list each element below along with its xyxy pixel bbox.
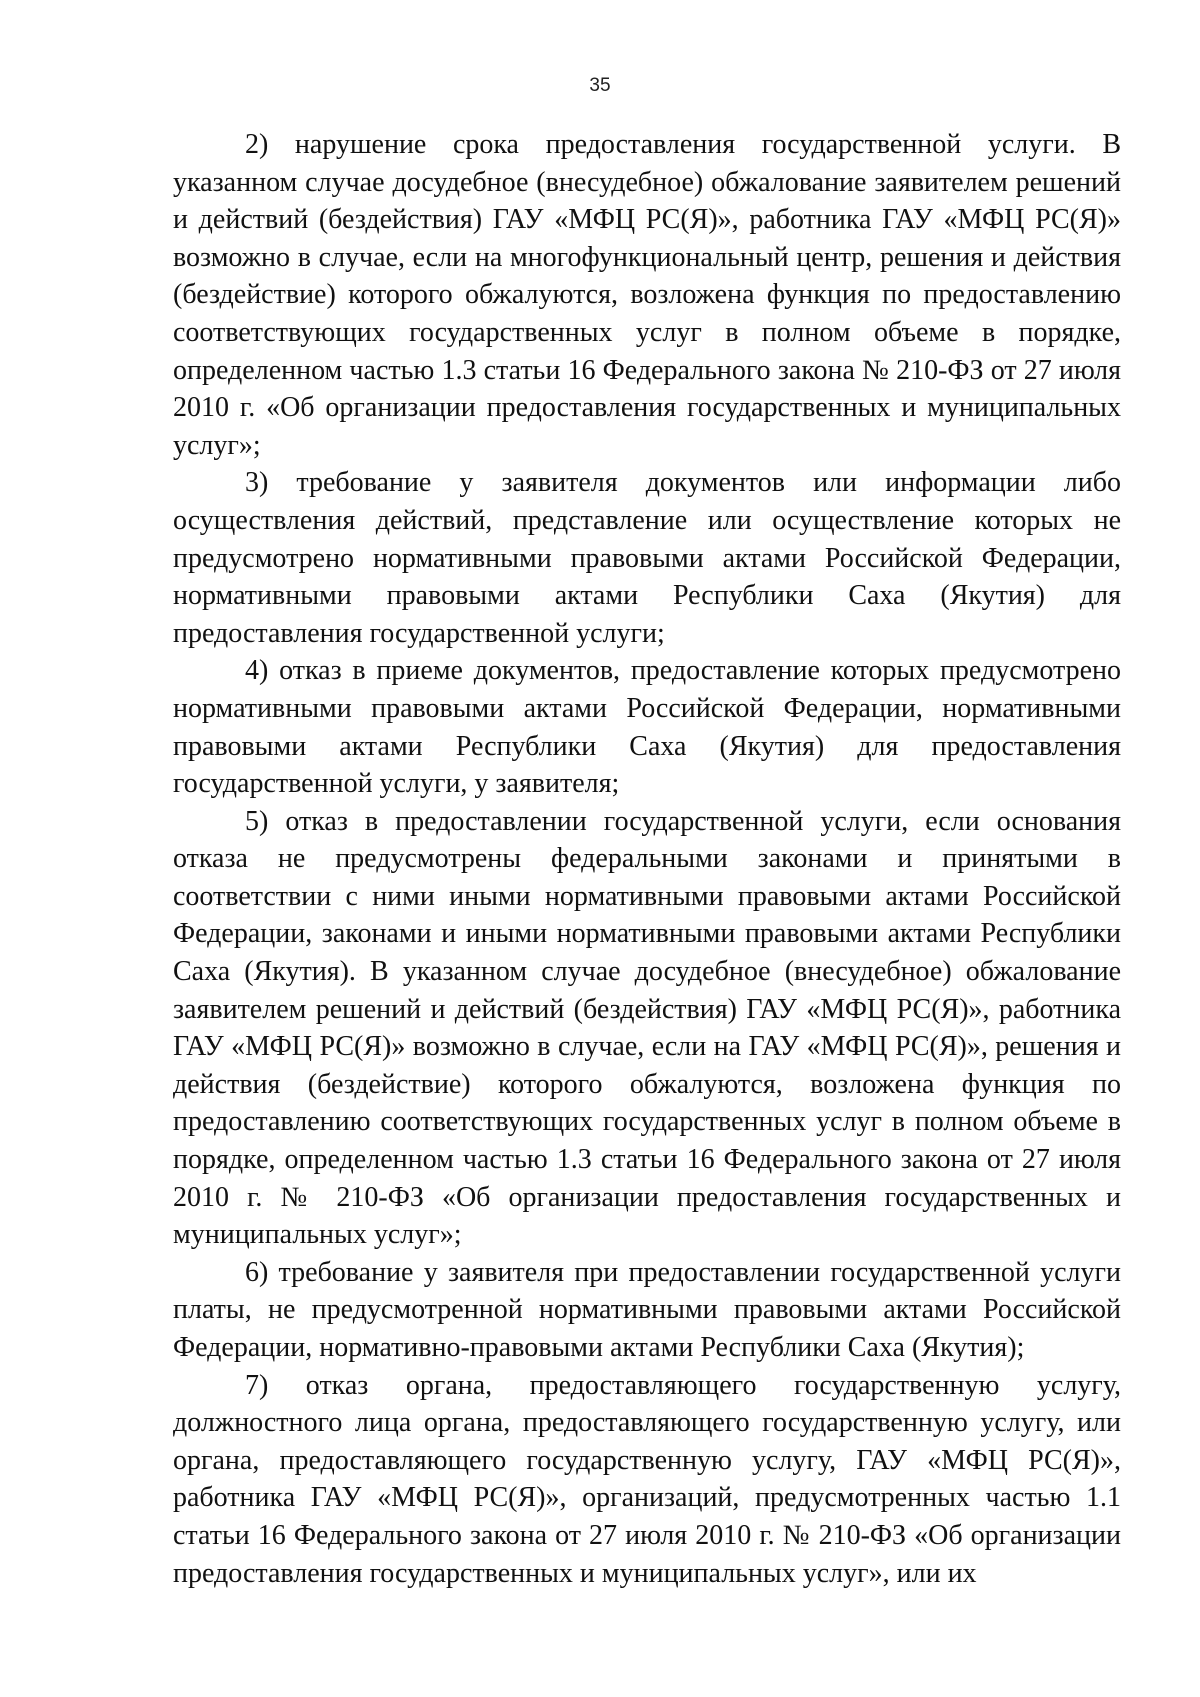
paragraph-item-6: 6) требование у заявителя при предоставлении государственной услуги платы, не предусмотренной нормативными правовыми актами Российской Федерации, нормативно-правовыми актами Республики Саха (Якутия); (173, 1256, 1121, 1363)
paragraph-item-4: 4) отказ в приеме документов, предоставление которых предусмотрено нормативными правовыми актами Российской Федерации, нормативными правовыми актами Республики Саха (Якутия) для предоставления государственной услуги, у заявителя; (173, 655, 1121, 800)
paragraph-item-2: 2) нарушение срока предоставления государственной услуги. В указанном случае досудебное (внесудебное) обжалование заявителем решений и действий (бездействия) ГАУ «МФЦ РС(Я)», работника ГАУ «МФЦ РС(Я)» возможно в случае, если на многофункциональный центр, решения и действия (бездействие) которого обжалуются, возложена функция по предоставлению соответствующих государственных услуг в полном объеме в порядке, определенном частью 1.3 статьи 16 Федерального закона № 210-ФЗ от 27 июля 2010 г. «Об организации предоставления государственных и муниципальных услуг»; (173, 129, 1121, 461)
page-number: 35 (589, 75, 611, 96)
paragraph-item-7: 7) отказ органа, предоставляющего государственную услугу, должностного лица органа, предоставляющего государственную услугу, или органа, предоставляющего государственную услугу, ГАУ «МФЦ РС(Я)», работника ГАУ «МФЦ РС(Я)», организаций, предусмотренных частью 1.1 статьи 16 Федерального закона от 27 июля 2010 г. № 210-ФЗ «Об организации предоставления государственных и муниципальных услуг», или их (173, 1369, 1121, 1589)
document-body (173, 126, 1121, 1592)
paragraph-item-3: 3) требование у заявителя документов или информации либо осуществления действий, представление или осуществление которых не предусмотрено нормативными правовыми актами Российской Федерации, нормативными правовыми актами Республики Саха (Якутия) для предоставления государственной услуги; (173, 467, 1121, 649)
paragraph-item-5: 5) отказ в предоставлении государственной услуги, если основания отказа не предусмотрены федеральными законами и принятыми в соответствии с ними иными нормативными правовыми актами Российской Федерации, законами и иными нормативными правовыми актами Республики Саха (Якутия). В указанном случае досудебное (внесудебное) обжалование заявителем решений и действий (бездействия) ГАУ «МФЦ РС(Я)», работника ГАУ «МФЦ РС(Я)» возможно в случае, если на ГАУ «МФЦ РС(Я)», решения и действия (бездействие) которого обжалуются, возложена функция по предоставлению соответствующих государственных услуг в полном объеме в порядке, определенном частью 1.3 статьи 16 Федерального закона от 27 июля 2010 г. № 210-ФЗ «Об организации предоставления государственных и муниципальных услуг»; (173, 805, 1121, 1251)
